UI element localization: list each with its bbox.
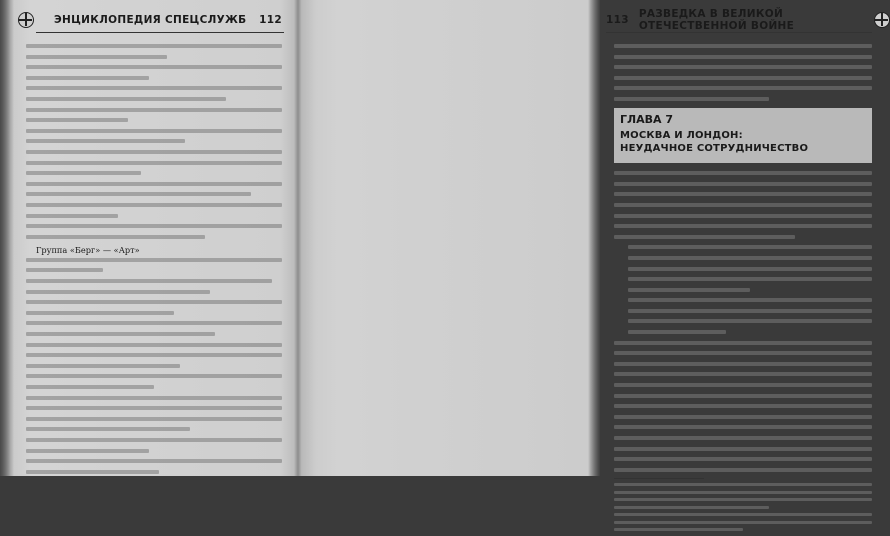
left-running-head (18, 8, 286, 32)
right-page (298, 0, 809, 476)
left-running-head-title: ЭНЦИКЛОПЕДИЯ СПЕЦСЛУЖБ (54, 14, 247, 26)
chapter-title-line-1: МОСКВА И ЛОНДОН: (620, 130, 743, 142)
right-text-column (614, 44, 872, 536)
chapter-heading-box (614, 108, 872, 164)
right-unreadable-body (614, 171, 872, 472)
left-edge-shadow (0, 0, 14, 476)
footnotes-unreadable (614, 483, 872, 531)
right-running-head-title: РАЗВЕДКА В ВЕЛИКОЙ ОТЕЧЕСТВЕННОЙ ВОЙНЕ (638, 8, 795, 32)
left-text-column (26, 44, 282, 480)
globe-emblem-icon (874, 12, 890, 28)
globe-emblem-icon (18, 12, 34, 28)
left-head-rule (36, 32, 284, 33)
right-running-head (606, 8, 890, 32)
right-head-rule (606, 32, 872, 33)
footnote-rule (614, 478, 704, 479)
group-heading: Группа «Берг» — «Арт» (36, 245, 140, 256)
right-unreadable-intro (614, 44, 872, 101)
left-page (0, 0, 298, 476)
book-gutter (294, 0, 302, 476)
left-page-number: 112 (259, 14, 282, 26)
left-unreadable-text-upper (26, 44, 282, 239)
left-unreadable-text-lower (26, 258, 282, 474)
chapter-title-line-2: НЕУДАЧНОЕ СОТРУДНИЧЕСТВО (620, 142, 809, 154)
right-page-number: 113 (606, 14, 629, 26)
right-edge-shadow (588, 0, 600, 476)
chapter-label: ГЛАВА 7 (620, 112, 674, 126)
